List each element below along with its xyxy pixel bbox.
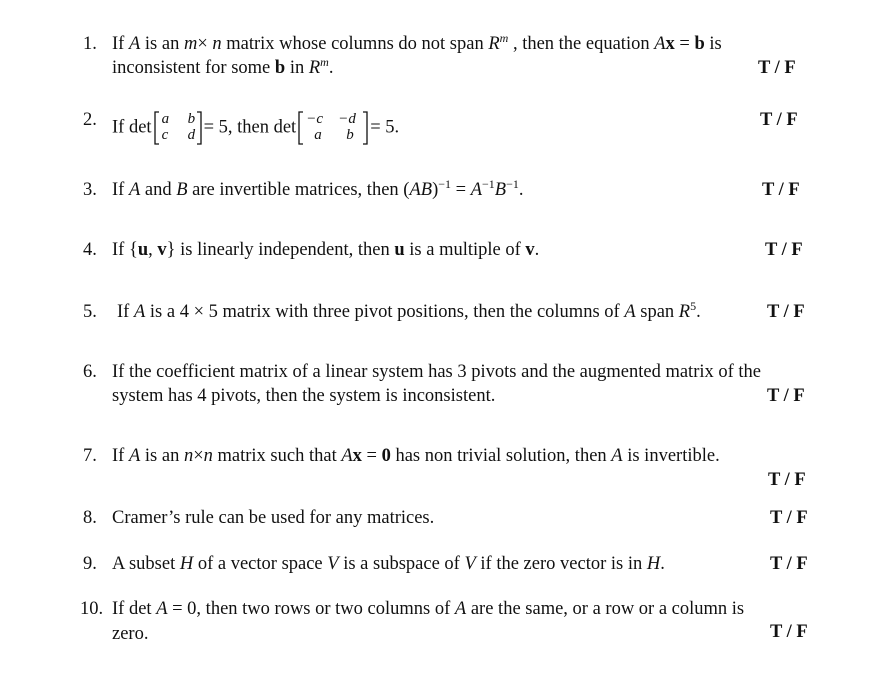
question-text: If {u, v} is linearly independent, then u is a multiple of v.	[112, 240, 540, 260]
question-text-line1: If the coefficient matrix of a linear system has 3 pivots and the augmented matrix of the	[112, 362, 762, 382]
matrix-entry: d	[187, 127, 196, 143]
true-false-option[interactable]: T / F	[770, 508, 808, 528]
question-number: 4.	[83, 240, 97, 260]
matrix-1	[152, 110, 204, 146]
question-number: 7.	[83, 446, 97, 466]
true-false-option[interactable]: T / F	[770, 622, 808, 642]
question-text-line1: If det A = 0, then two rows or two columns of A are the same, or a row or a column is	[112, 599, 745, 619]
matrix-2	[296, 110, 370, 146]
question-text-line1: If A is an m× n matrix whose columns do not span $R^m$ , then the equation Ax = b is	[112, 31, 722, 54]
question-text-line2: system has 4 pivots, then the system is inconsistent.	[112, 386, 496, 406]
matrix-entry: −c	[306, 111, 323, 127]
question-number: 8.	[83, 508, 97, 528]
matrix-entry: a	[161, 111, 170, 127]
question-number: 2.	[83, 110, 97, 130]
question-text: A subset H of a vector space V is a subspace of V if the zero vector is in H.	[112, 554, 665, 574]
question-number: 9.	[83, 554, 97, 574]
question-number: 3.	[83, 180, 97, 200]
question-text: If det a b c d = 5, then det −c −d a b = 5.	[112, 110, 399, 146]
true-false-option[interactable]: T / F	[760, 110, 798, 130]
question-text: If A is a 4 × 5 matrix with three pivot positions, then the columns of A span $R^5$.	[117, 299, 701, 322]
question-number: 5.	[83, 302, 97, 322]
matrix-entry: a	[314, 127, 322, 143]
question-text: If A and B are invertible matrices, then $(AB)^{-1} = A^{-1}B^{-1}$.	[112, 177, 524, 200]
question-number: 6.	[83, 362, 97, 382]
matrix-entry: b	[187, 111, 196, 127]
true-false-option[interactable]: T / F	[767, 302, 805, 322]
matrix-entry: −d	[338, 111, 356, 127]
true-false-option[interactable]: T / F	[770, 554, 808, 574]
question-text: If A is an n×n matrix such that Ax = 0 has non trivial solution, then A is invertible.	[112, 446, 720, 466]
true-false-option[interactable]: T / F	[768, 470, 806, 490]
question-text: Cramer’s rule can be used for any matrices.	[112, 508, 435, 528]
matrix-entry: c	[161, 127, 169, 143]
true-false-option[interactable]: T / F	[765, 240, 803, 260]
true-false-option[interactable]: T / F	[767, 386, 805, 406]
question-text-line2: zero.	[112, 624, 149, 644]
question-number: 1.	[83, 34, 97, 54]
matrix-entry: b	[346, 127, 354, 143]
matrix-brackets	[152, 110, 204, 146]
true-false-option[interactable]: T / F	[762, 180, 800, 200]
question-text-line2: inconsistent for some b in $R^m$.	[112, 55, 334, 78]
true-false-option[interactable]: T / F	[758, 58, 796, 78]
question-number: 10.	[80, 599, 104, 619]
